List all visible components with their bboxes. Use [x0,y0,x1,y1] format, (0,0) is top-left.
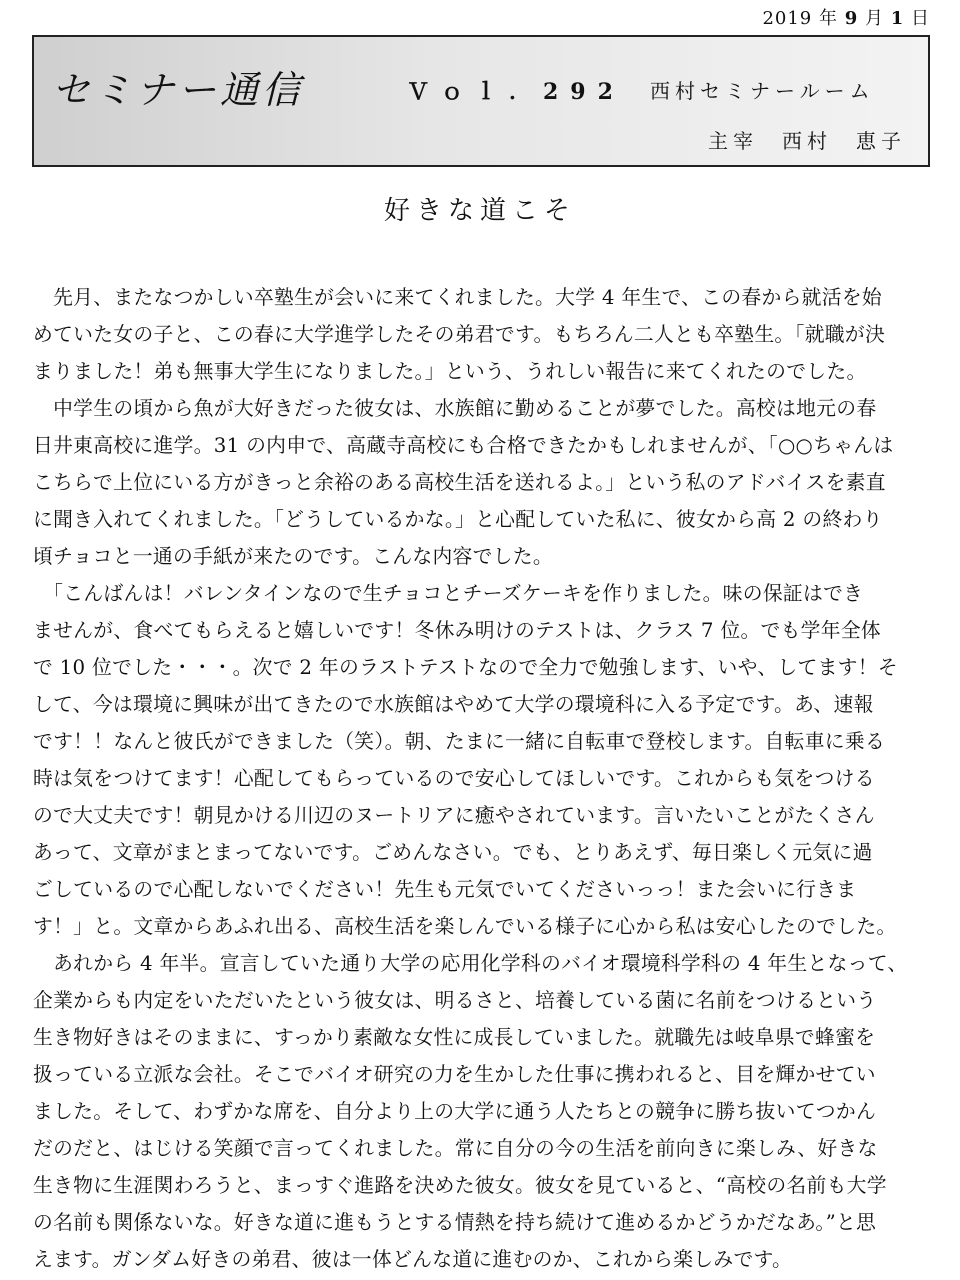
article-line: ませんが、食べてもらえると嬉しいです！冬休み明けのテストは、クラス 7 位。でも学年全体 [33,619,882,642]
article-line: 頃チョコと一通の手紙が来たのです。こんな内容でした。 [33,545,553,568]
article-line: 生き物に生涯関わろうと、まっすぐ進路を決めた彼女。彼女を見ていると、“高校の名前も大学 [33,1174,887,1197]
article-line: こちらで上位にいる方がきっと余裕のある高校生活を送れるよ。」という私のアドバイスを素直 [33,471,886,494]
article-line: ごしているので心配しないでください！先生も元気でいてくださいっっ！また会いに行きま [33,878,857,901]
date-month: 9 [844,8,859,29]
author-line [708,125,906,154]
article-line: 企業からも内定をいただいたという彼女は、明るさと、培養している菌に名前をつけるという [33,989,877,1012]
date-day-suffix: 日 [911,8,930,29]
article-line: して、今は環境に興味が出てきたので水族館はやめて大学の環境科に入る予定です。あ、速報 [33,693,874,716]
date-day: 1 [890,8,905,29]
article-line: まりました！弟も無事大学生になりました。」という、うれしい報告に来てくれたのでした。 [33,360,867,383]
article-line: 中学生の頃から魚が大好きだった彼女は、水族館に勤めることが夢でした。高校は地元の春 [33,397,877,420]
article-line: ので大丈夫です！朝見かける川辺のヌートリアに癒やされています。言いたいことがたくさん [33,804,875,827]
article-line: で 10 位でした・・・。次で 2 年のラストテストなので全力で勉強します、いや、してます！そ [33,656,898,679]
article-line: す！」と。文章からあふれ出る、高校生活を楽しんでいる様子に心から私は安心したのでした。 [33,915,897,938]
author-given-name: 恵子 [856,129,906,153]
newsletter-title: セミナー通信 [52,68,305,112]
newsletter-banner [32,35,930,167]
article-line: に聞き入れてくれました。「どうしているかな。」と心配していた私に、彼女から高 2 の終わり [33,508,883,531]
date-month-suffix: 月 [865,8,884,29]
article-line: めていた女の子と、この春に大学進学したその弟君です。もちろん二人とも卒塾生。「就職が決 [33,323,886,346]
article-line: あれから 4 年半。宣言していた通り大学の応用化学科のバイオ環境科学科の 4 年生となって、 [33,952,908,975]
article-line: の名前も関係ないな。好きな道に進もうとする情熱を持ち続けて進めるかどうかだなあ。”と思 [33,1211,877,1234]
author-surname: 西村 [782,129,832,153]
article-line: だのだと、はじける笑顔で言ってくれました。常に自分の今の生活を前向きに楽しみ、好きな [33,1137,878,1160]
article-line: 先月、またなつかしい卒塾生が会いに来てくれました。大学 4 年生で、この春から就活を始 [33,286,883,309]
organization-name: 西村セミナールーム [650,79,875,103]
author-role: 主宰 [708,129,758,153]
article-line: 生き物好きはそのままに、すっかり素敵な女性に成長していました。就職先は岐阜県で蜂蜜を [33,1026,876,1049]
volume-number: Ｖｏｌ．292 [407,79,625,105]
article-line: 時は気をつけてます！心配してもらっているので安心してほしいです。これからも気をつける [33,767,875,790]
article-line: 扱っている立派な会社。そこでバイオ研究の力を生かした仕事に携われると、目を輝かせてい [33,1063,876,1086]
date-year-suffix: 年 [819,8,838,29]
issue-date [762,4,930,30]
article-line: あって、文章がまとまってないです。ごめんなさい。でも、とりあえず、毎日楽しく元気に過 [33,841,873,864]
article-heading: 好きな道こそ [383,196,576,226]
article-line: えます。ガンダム好きの弟君、彼は一体どんな道に進むのか、これから楽しみです。 [33,1248,793,1271]
article-line: 日井東高校に進学。31 の内申で、高蔵寺高校にも合格できたかもしれませんが、「○○ちゃんは [33,434,894,457]
article-line: 「こんばんは！バレンタインなので生チョコとチーズケーキを作りました。味の保証はでき [33,582,864,605]
date-year: 2019 [762,8,813,29]
article-body [33,279,937,1278]
article-line: です！！なんと彼氏ができました（笑）。朝、たまに一緒に自転車で登校します。自転車に乗る [33,730,886,753]
article-line: ました。そして、わずかな席を、自分より上の大学に通う人たちとの競争に勝ち抜いてつかん [33,1100,877,1123]
